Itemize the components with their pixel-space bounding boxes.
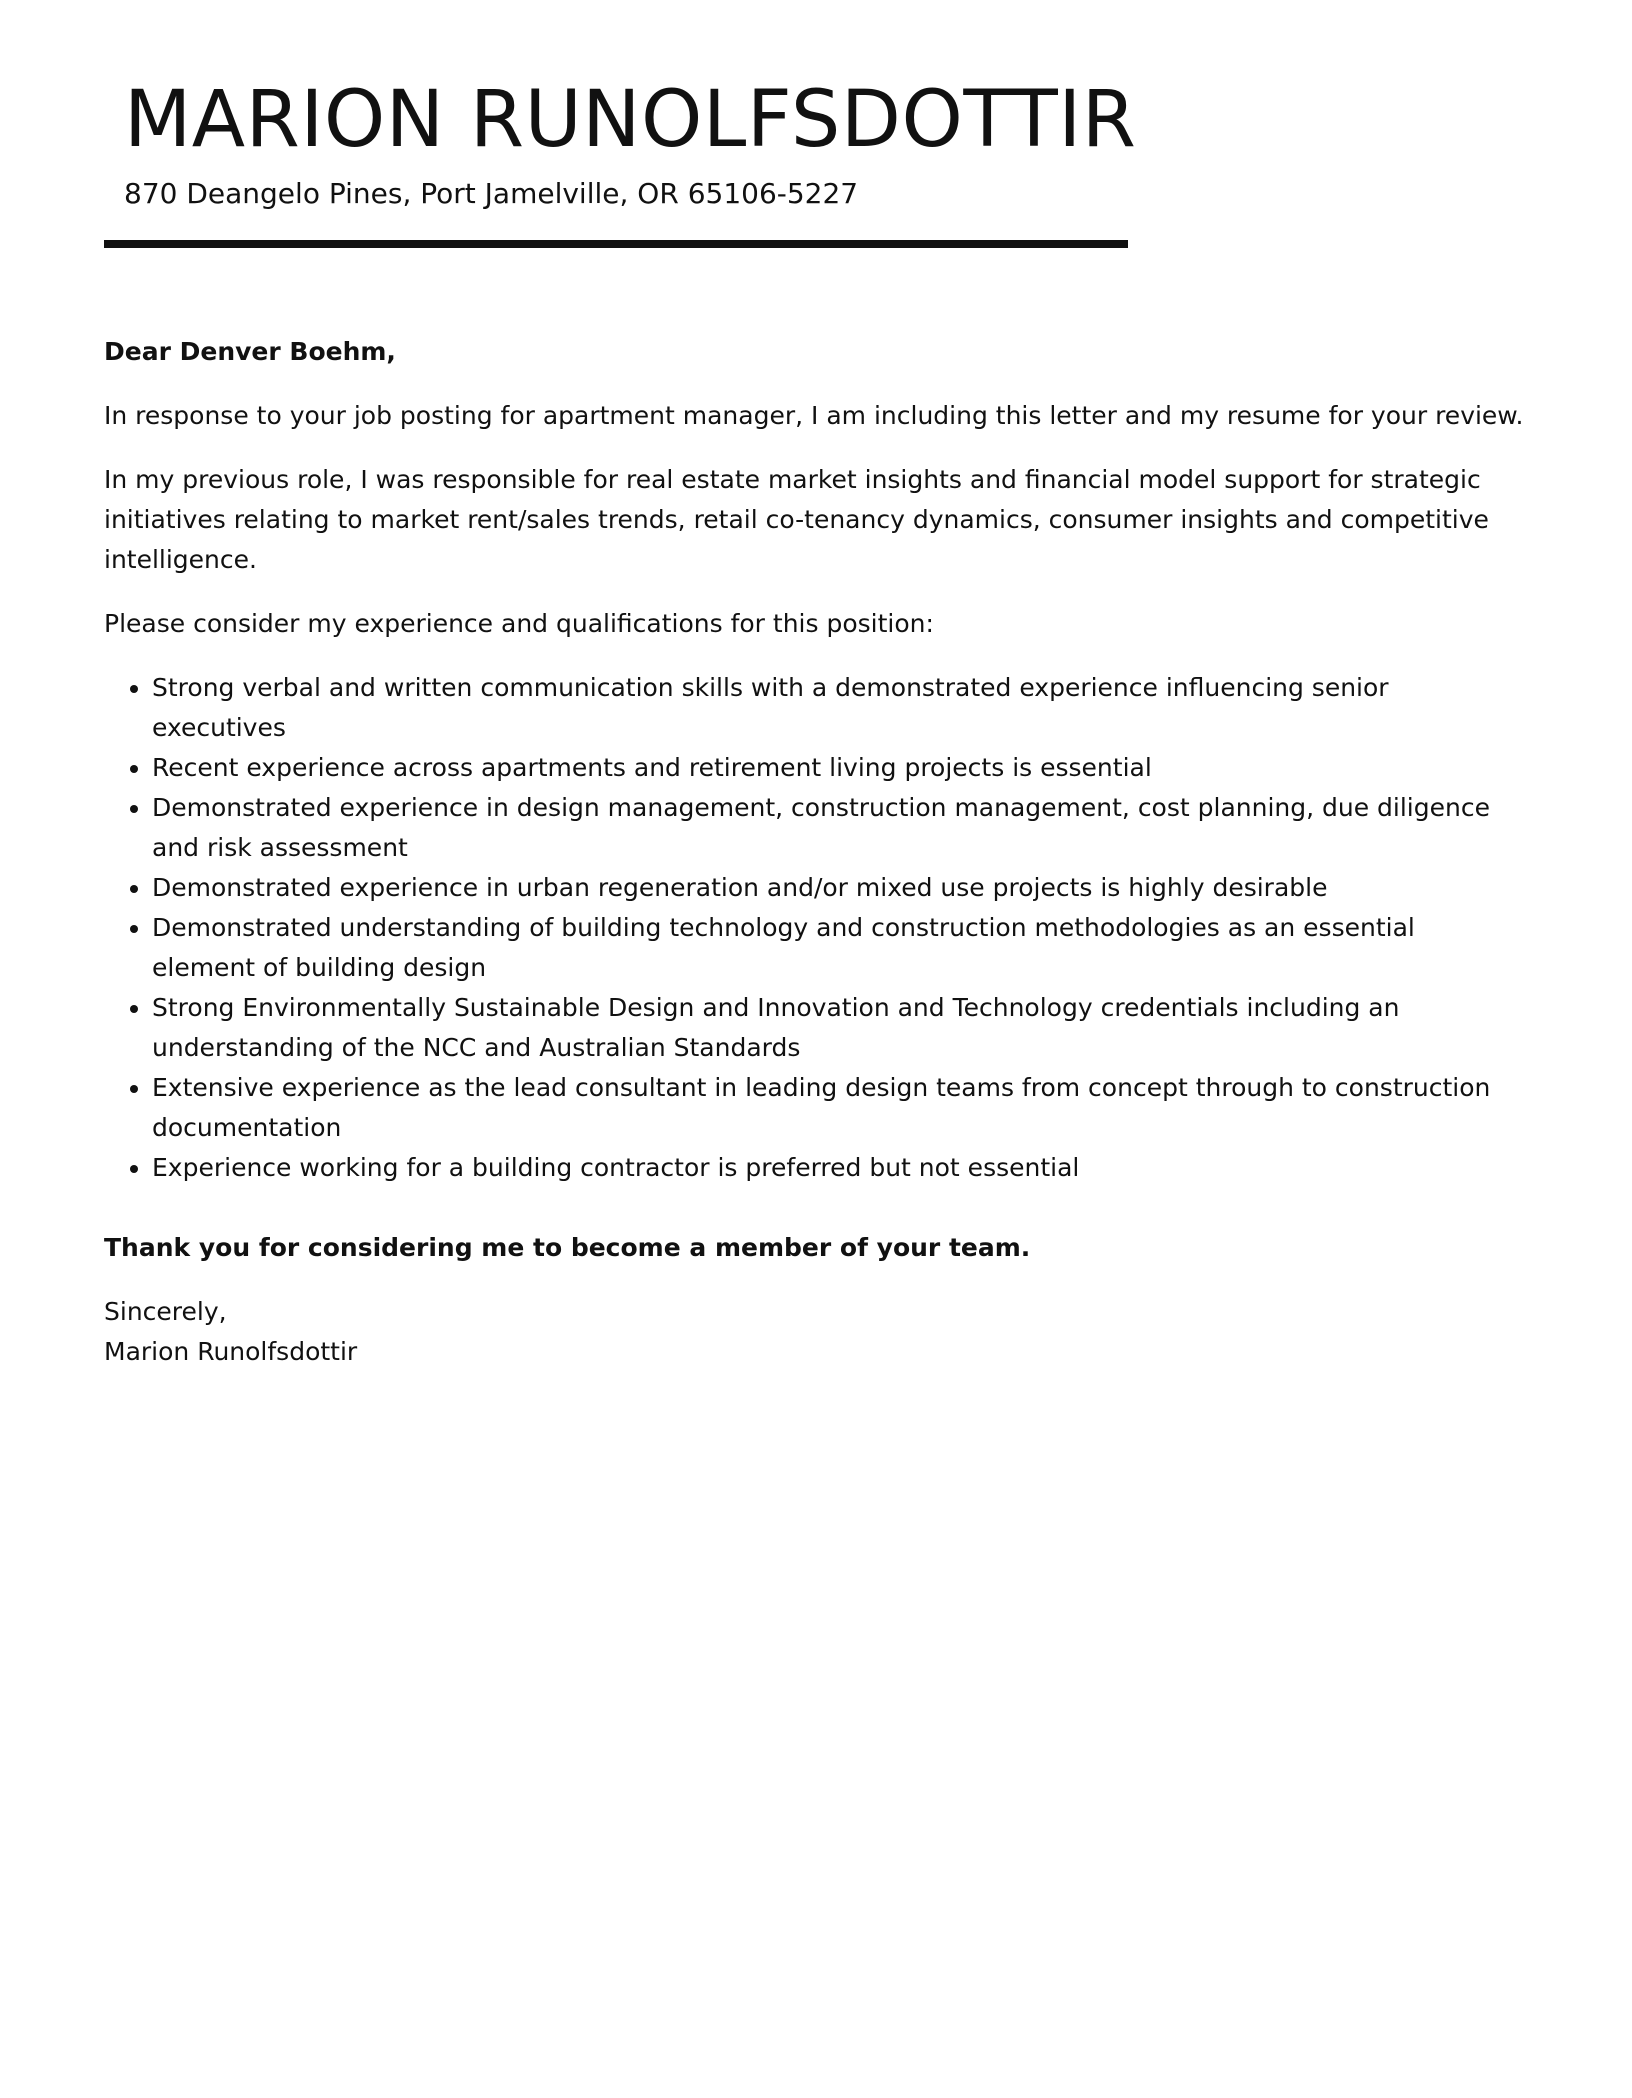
closing-line: Thank you for considering me to become a member of your team. bbox=[104, 1233, 1031, 1262]
list-item: • Strong Environmentally Sustainable Design and Innovation and Technology credentials including an understanding of the NCC and Australian Standards bbox=[152, 988, 1524, 1068]
list-item: • Demonstrated experience in design management, construction management, cost planning, due diligence and risk assessment bbox=[152, 788, 1524, 868]
signoff: Sincerely, bbox=[104, 1297, 227, 1326]
list-item: • Experience working for a building contractor is preferred but not essential bbox=[152, 1148, 1524, 1188]
previous-role-paragraph: In my previous role, I was responsible for real estate market insights and financial model support for strategic initiatives relating to market rent/sales trends, retail co-tenancy dynamics, consumer insights and competitive intelligence. bbox=[104, 465, 1489, 574]
applicant-address: 870 Deangelo Pines, Port Jamelville, OR 65106-5227 bbox=[124, 177, 859, 210]
header-divider bbox=[104, 240, 1128, 248]
qualifications-list bbox=[104, 668, 1524, 1188]
letter-header bbox=[124, 72, 1136, 212]
signature-name: Marion Runolfsdottir bbox=[104, 1337, 358, 1366]
salutation: Dear Denver Boehm, bbox=[104, 337, 396, 366]
intro-paragraph: In response to your job posting for apartment manager, I am including this letter and my resume for your review. bbox=[104, 401, 1524, 430]
applicant-name: MARION RUNOLFSDOTTIR bbox=[124, 75, 1137, 165]
list-item: • Strong verbal and written communication skills with a demonstrated experience influencing senior executives bbox=[152, 668, 1524, 748]
letter-body bbox=[104, 332, 1524, 1372]
list-item: • Extensive experience as the lead consultant in leading design teams from concept through to construction documentation bbox=[152, 1068, 1524, 1148]
qualifications-intro: Please consider my experience and qualifications for this position: bbox=[104, 609, 934, 638]
list-item: • Recent experience across apartments and retirement living projects is essential bbox=[152, 748, 1524, 788]
list-item: • Demonstrated experience in urban regeneration and/or mixed use projects is highly desirable bbox=[152, 868, 1524, 908]
list-item: • Demonstrated understanding of building technology and construction methodologies as an essential element of building design bbox=[152, 908, 1524, 988]
